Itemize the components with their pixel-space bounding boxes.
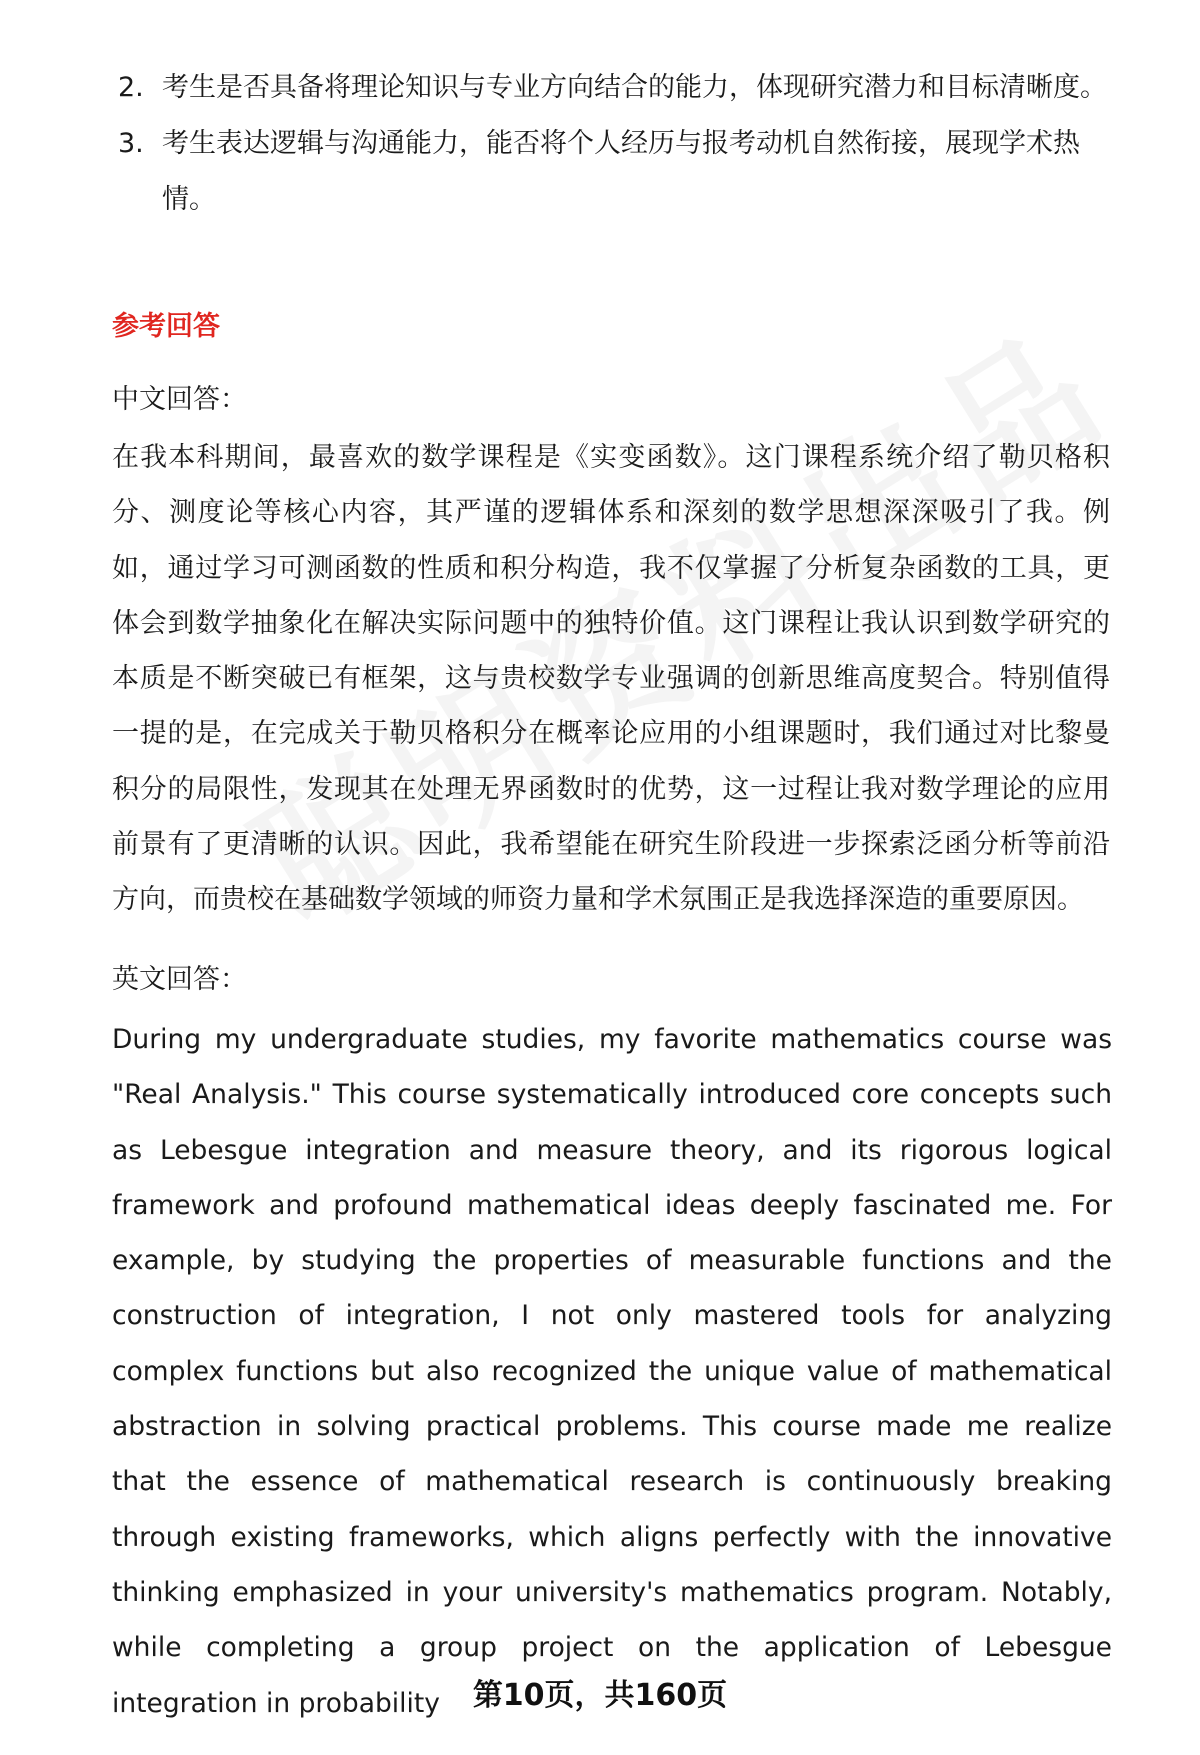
page-number-footer: 第10页，共160页	[472, 1678, 728, 1713]
criteria-number: 2.	[118, 72, 144, 103]
english-answer-label: 英文回答：	[112, 964, 247, 995]
chinese-answer-text: 在我本科期间，最喜欢的数学课程是《实变函数》。这门课程系统介绍了勒贝格积分、测度论等核心内容，其严谨的逻辑体系和深刻的数学思想深深吸引了我。例如，通过学习可测函数的性质和积分构造，我不仅掌握了分析复杂函数的工具，更体会到数学抽象化在解决实际问题中的独特价值。这门课程让我认识到数学研究的本质是不断突破已有框架，这与贵校数学专业强调的创新思维高度契合。特别值得一提的是，在完成关于勒贝格积分在概率论应用的小组课题时，我们通过对比黎曼积分的局限性，发现其在处理无界函数时的优势，这一过程让我对数学理论的应用前景有了更清晰的认识。因此，我希望能在研究生阶段进一步探索泛函分析等前沿方向，而贵校在基础数学领域的师资力量和学术氛围正是我选择深造的重要原因。	[112, 442, 1110, 916]
criteria-number: 3.	[118, 128, 144, 159]
criteria-item	[118, 60, 1118, 116]
chinese-answer-label: 中文回答：	[112, 384, 247, 415]
criteria-text: 考生是否具备将理论知识与专业方向结合的能力，体现研究潜力和目标清晰度。	[162, 72, 1107, 103]
english-answer-text: During my undergraduate studies, my favorite mathematics course was "Real Analysis." This course systematically introduced core concepts such as Lebesgue integration and measure theory, and its rigorous logical framework and profound mathematical ideas deeply fascinated me. For example, by studying the properties of measurable functions and the construction of integration, I not only mastered tools for analyzing complex functions but also recognized the unique value of mathematical abstraction in solving practical problems. This course made me realize that the essence of mathematical research is continuously breaking through existing frameworks, which aligns perfectly with the innovative thinking emphasized in your university's mathematics program. Notably, while completing a group project on the application of Lebesgue integration in probability	[112, 1024, 1112, 1719]
criteria-item	[118, 116, 1118, 228]
section-title-reference-answer: 参考回答	[112, 311, 220, 342]
criteria-text: 考生表达逻辑与沟通能力，能否将个人经历与报考动机自然衔接，展现学术热情。	[162, 128, 1080, 215]
evaluation-criteria-list	[118, 60, 1118, 228]
